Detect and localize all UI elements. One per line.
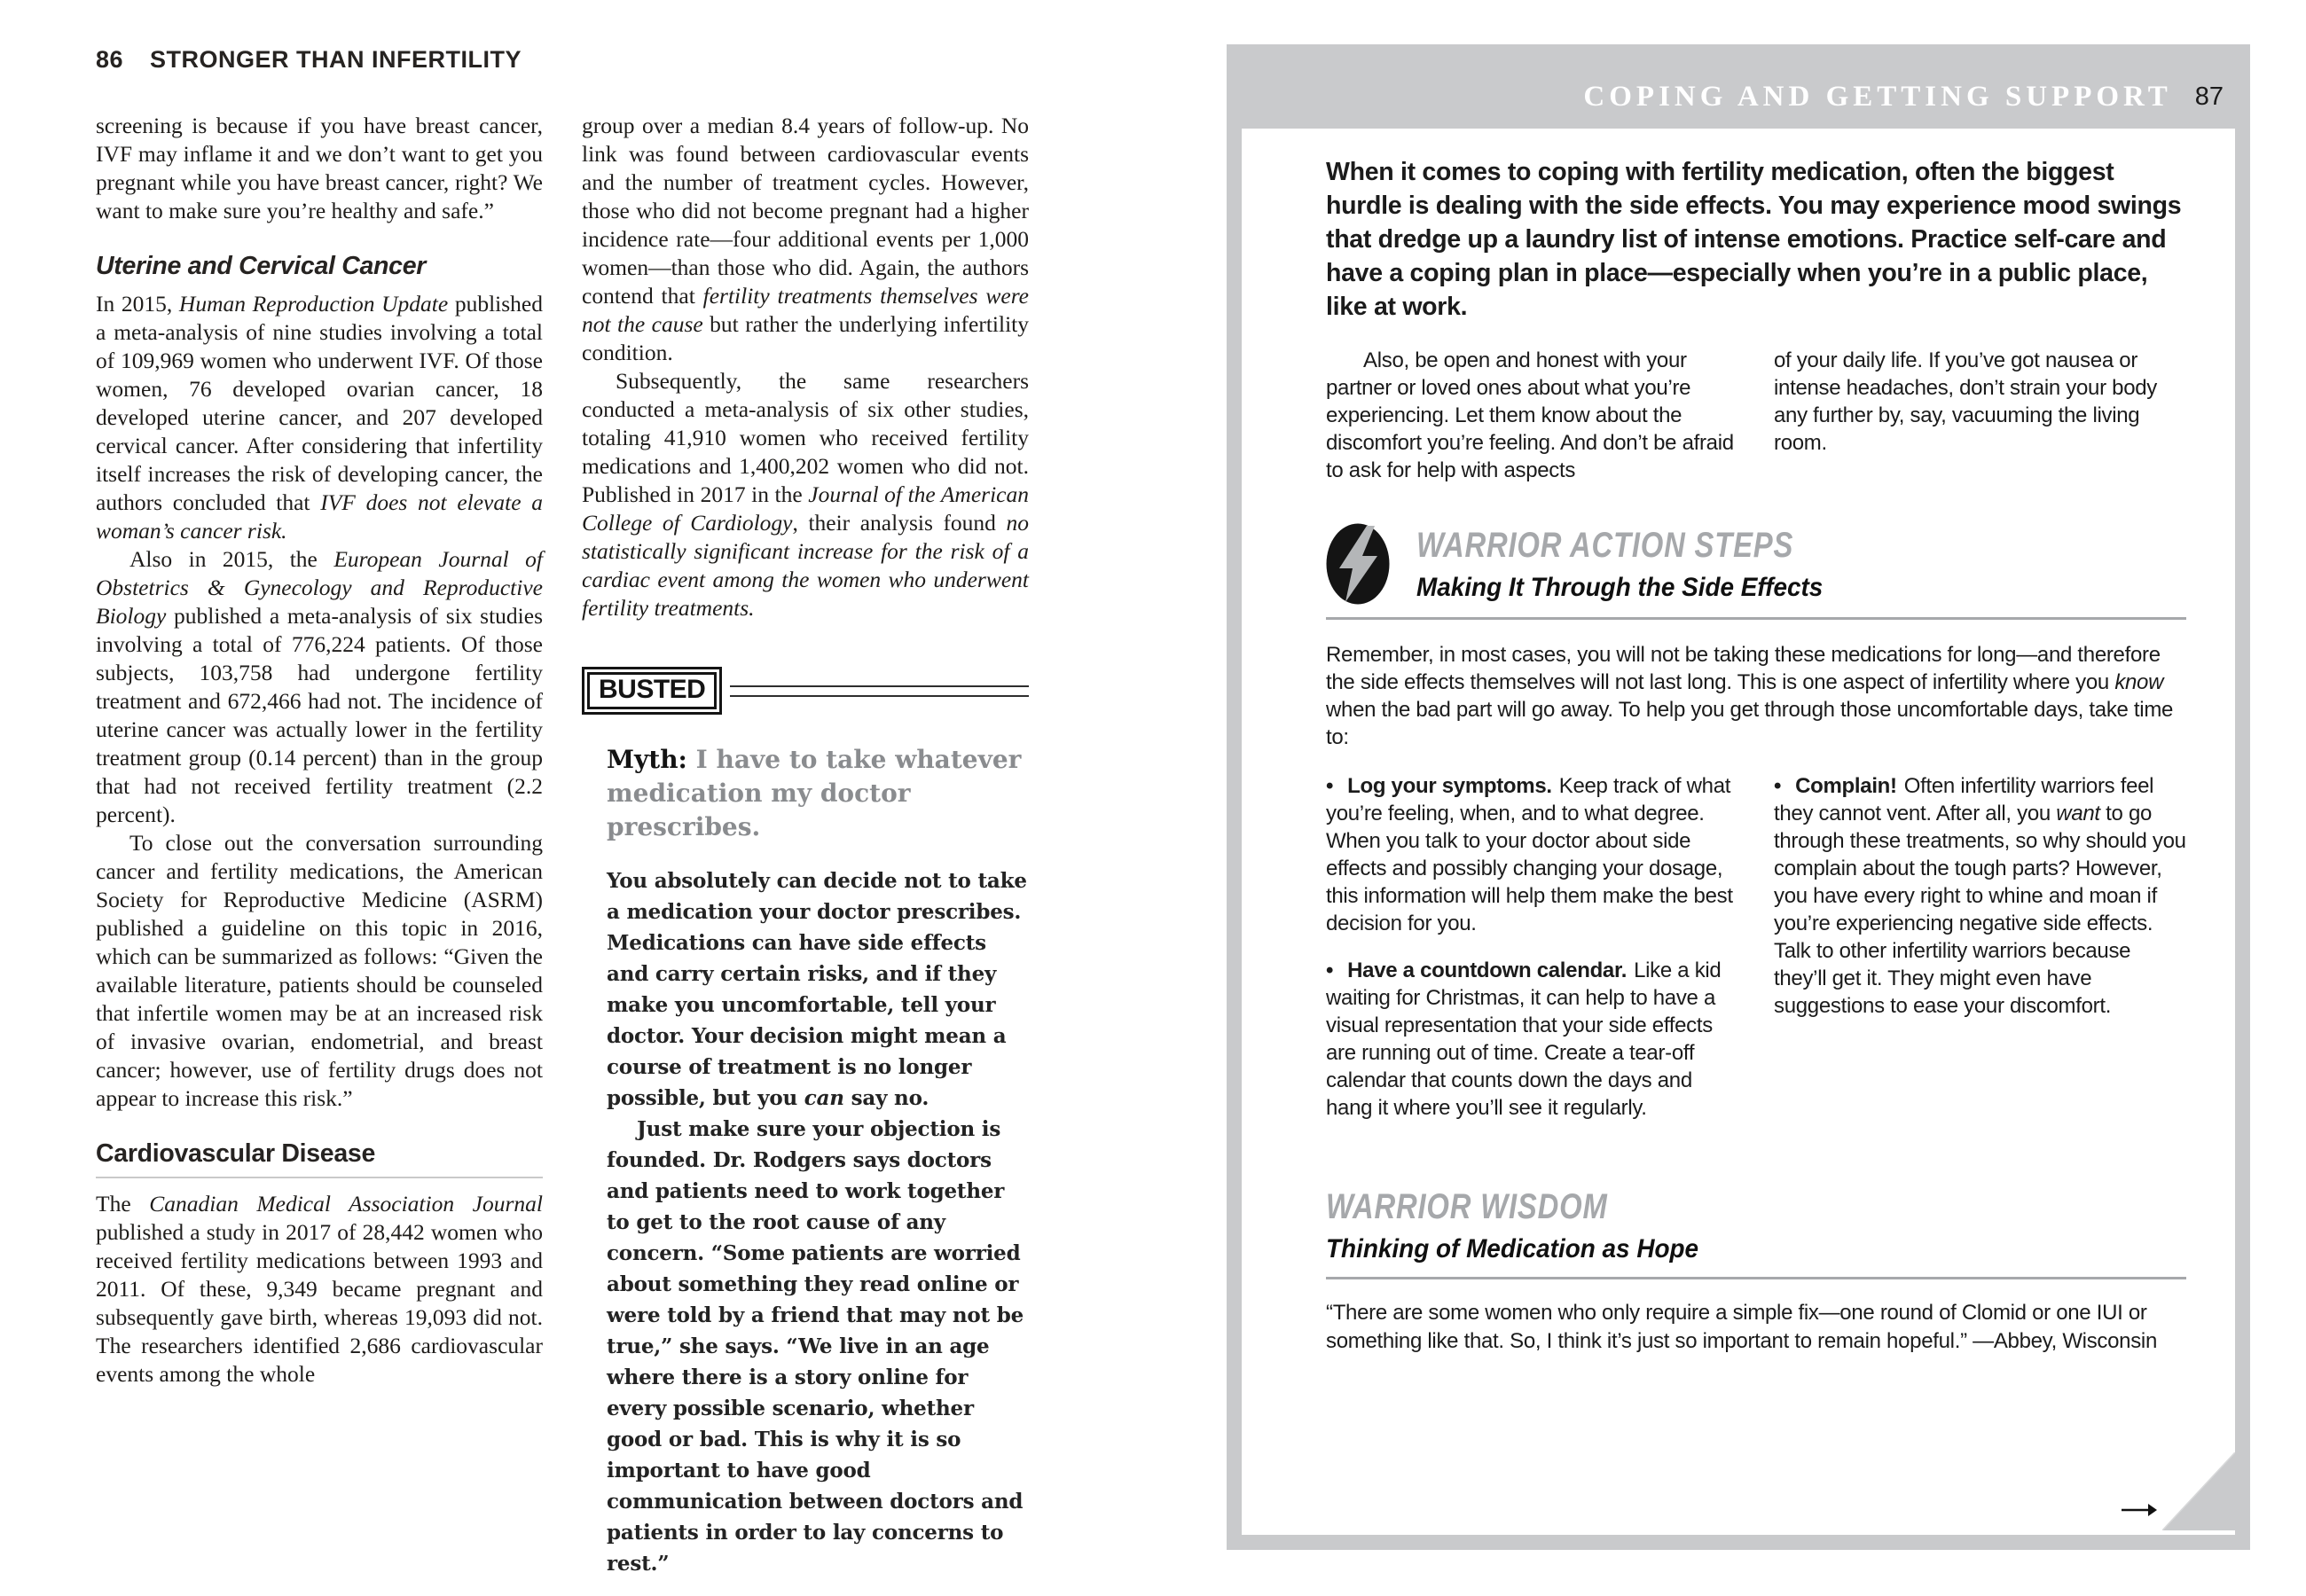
paragraph: Subsequently, the same researchers conducted a meta-analysis of six other studies, totaling 41,910 women who received fertility medications and 1,400,202 women who did not. Published in 2017 in the Journal of the American College of Cardiology, their analysis found no statistically significant increase for the risk of a cardiac event among the women who underwent fertility treatments.	[582, 368, 1029, 621]
body-column-2: of your daily life. If you’ve got nausea or intense headaches, don’t strain your body any further by, say, vacuuming the living room.	[1774, 348, 2157, 455]
bullet-marker: •	[1774, 774, 1782, 798]
text-columns	[96, 112, 1029, 1596]
bullet-lead: Log your symptoms.	[1347, 774, 1552, 798]
busted-badge-label: BUSTED	[587, 672, 717, 709]
page-number: 86	[96, 46, 124, 73]
warrior-action-steps-header	[1326, 523, 2186, 605]
running-head	[96, 46, 522, 74]
paragraph: To close out the conversation surrounding cancer and fertility medications, the American Society for Reproductive Medicine (ASRM) published a guideline on this topic in 2016, which can be summarized as follows: “Given the available literature, patients should be counseled that infertile women may be at an increased risk of invasive ovarian, endometrial, and breast cancer; however, use of fertility drugs does not appear to increase this risk.”	[96, 830, 543, 1111]
bullet-item	[1326, 957, 1738, 1122]
bullet-body: Like a kid waiting for Christmas, it can help to have a visual representation that your side effects are running out of time. Create a tear-off calendar that counts down the days and hang it where you’ll see it regularly.	[1326, 958, 1722, 1120]
page-fold-corner	[2162, 1452, 2235, 1535]
content-panel	[1242, 129, 2235, 1535]
warrior-action-steps-titles	[1416, 526, 1877, 603]
section-title: Making It Through the Side Effects	[1416, 572, 1824, 602]
page-number: 87	[2194, 82, 2224, 111]
left-column-2	[582, 112, 1029, 1596]
paragraph: In 2015, Human Reproduction Update published a meta-analysis of nine studies involving a total of 109,969 women who underwent IVF. Of those women, 76 developed ovarian cancer, 18 developed uterine cancer, and 207 developed cervical cancer. After considering that infertility itself increases the risk of developing cancer, the authors concluded that IVF does not elevate a woman’s cancer risk.	[96, 291, 544, 544]
warrior-action-steps-section	[1326, 523, 2186, 1141]
myth-paragraph: You absolutely can decide not to take a medication your doctor prescribes. Medications can have side effects and carry certain risks, and if they make you uncomfortable, tell your doctor. Your decision might mean a course of treatment is no longer possible, but you can say no.	[607, 869, 1027, 1110]
bullet-lead: Complain!	[1795, 774, 1897, 798]
paragraph: screening is because if you have breast cancer, IVF may inflame it and we don’t want to get you pregnant while you have breast cancer, right? We want to make sure you’re healthy and safe.”	[96, 113, 543, 223]
forward-arrow-icon	[2122, 1502, 2157, 1522]
testimonial-quote: “There are some women who only require a simple fix—one round of Clomid or one IUI or something like that. So, I think it’s just so important to remain hopeful.” —Abbey, Wisconsin	[1326, 1301, 2157, 1353]
section-heading-cardiovascular-disease: Cardiovascular Disease	[96, 1139, 543, 1178]
bullet-column-2	[1774, 772, 2186, 1141]
running-title: STRONGER THAN INFERTILITY	[150, 46, 522, 73]
paragraph: group over a median 8.4 years of follow-up. No link was found between cardiovascular events and the number of treatment cycles. However, those who did not become pregnant had a higher incidence rate—four additional events per 1,000 women—than those who did. Again, the authors contend that fertility treatments themselves were not the cause but rather the underlying infertility condition.	[582, 113, 1029, 365]
left-column-1	[96, 112, 543, 1596]
bullet-lead: Have a countdown calendar.	[1347, 958, 1628, 982]
chapter-header-band	[1227, 44, 2250, 129]
bullet-marker: •	[1326, 958, 1334, 982]
myth-box	[582, 743, 1029, 1579]
bullet-marker: •	[1326, 774, 1334, 798]
kicker-label: WARRIOR ACTION STEPS	[1416, 525, 1794, 565]
bullet-list	[1326, 772, 2186, 1141]
body-column-1: Also, be open and honest with your partner or loved ones about what you’re experiencing. Let them know about the discomfort you’re feeling. And don’t be afraid to ask for help with aspects	[1326, 348, 1734, 482]
paragraph: Also in 2015, the European Journal of Obstetrics & Gynecology and Reproductive Biology published a meta-analysis of six studies involving a total of 776,224 patients. Of those subjects, 103,758 had undergone fertility treatment and 672,466 had not. The incidence of uterine cancer was actually lower in the fertility treatment group (0.14 percent) than in the group that had not received fertility treatment (2.2 percent).	[96, 546, 543, 827]
right-page	[1227, 44, 2250, 1550]
intro-paragraph: When it comes to coping with fertility medication, often the biggest hurdle is dealing with the side effects. You may experience mood swings that dredge up a laundry list of intense emotions. Practice self-care and have a coping plan in place—especially when you’re in a public place, like at work.	[1326, 158, 2182, 321]
chapter-title: COPING AND GETTING SUPPORT	[1583, 81, 2172, 113]
divider-rule	[1326, 617, 2186, 620]
paragraph: The Canadian Medical Association Journal published a study in 2017 of 28,442 women who received fertility medications between 1993 and 2011. Of these, 9,349 became pregnant and subsequently gave birth, whereas 19,093 did not. The researchers identified 2,686 cardiovascular events among the whole	[96, 1191, 543, 1387]
divider-rule	[1326, 1277, 2186, 1279]
kicker-label: WARRIOR WISDOM	[1326, 1187, 1608, 1226]
body-columns	[1326, 347, 2186, 484]
lightning-bolt-icon	[1326, 523, 1390, 605]
bullet-body: Keep track of what you’re feeling, when, and to what degree. When you talk to your doctor about side effects and possibly changing your dosage, this information will help them make the best decision for you.	[1326, 774, 1733, 935]
double-rule	[730, 685, 1029, 697]
bullet-column-1	[1326, 772, 1738, 1141]
action-steps-intro: Remember, in most cases, you will not be taking these medications for long—and therefore the side effects themselves will not last long. This is one aspect of infertility where you know when the bad part will go away. To help you get through those uncomfortable days, take time to:	[1326, 643, 2174, 749]
myth-heading: Myth: I have to take whatever medication my doctor prescribes.	[607, 745, 1022, 841]
section-heading-uterine-cervical-cancer: Uterine and Cervical Cancer	[96, 252, 427, 280]
section-title: Thinking of Medication as Hope	[1326, 1234, 1699, 1264]
bullet-item	[1774, 772, 2186, 1020]
myth-paragraph: Just make sure your objection is founded. Dr. Rodgers says doctors and patients need to work together to get to the root cause of any concern. “Some patients are worried about something they read online or were told by a friend that may not be true,” she says. “We live in an age where there is a story online for every possible scenario, whether good or bad. This is why it is so important to have good communication between doctors and patients in order to lay concerns to rest.”	[607, 1117, 1024, 1576]
busted-badge	[582, 667, 722, 715]
warrior-wisdom-section	[1326, 1187, 2186, 1356]
bullet-body: Often infertility warriors feel they cannot vent. After all, you want to go through these treatments, so why should you complain about the tough parts? However, you have every right to whine and moan if you’re experiencing negative side effects. Talk to other infertility warriors because they’ll get it. They might even have suggestions to ease your discomfort.	[1774, 774, 2186, 1018]
bullet-item	[1326, 772, 1738, 937]
busted-rule-row	[582, 667, 1029, 715]
